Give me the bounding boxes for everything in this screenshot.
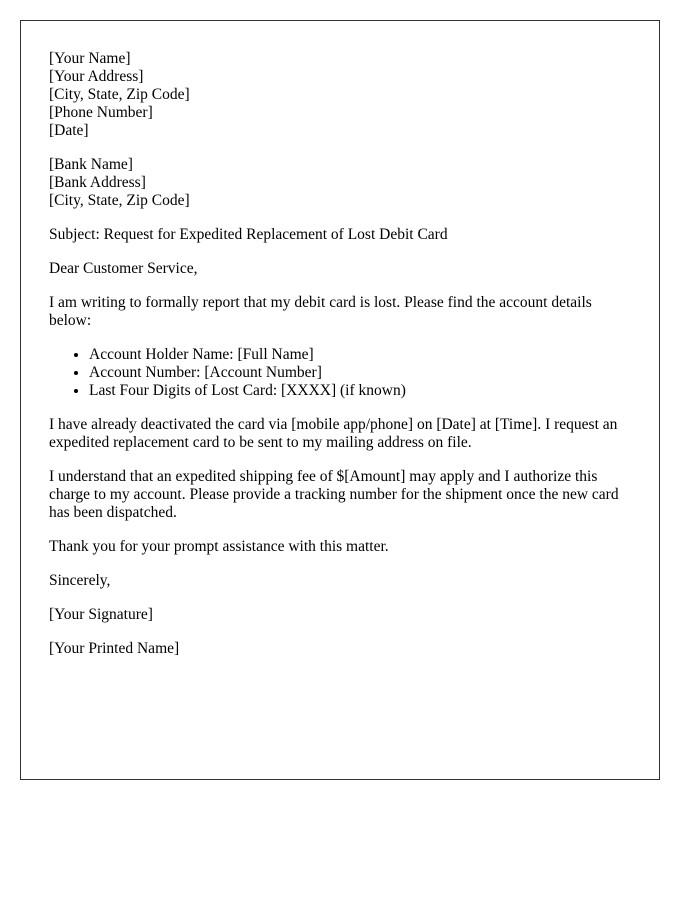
printed-name: [Your Printed Name] bbox=[49, 640, 180, 657]
deactivation-paragraph: I have already deactivated the card via [mobile app/phone] on [Date] at [Time]. I request an expedited replacement card to be sent to my mailing address on file. bbox=[49, 416, 618, 451]
salutation: Dear Customer Service, bbox=[49, 260, 198, 277]
list-item: • Account Number: [Account Number] bbox=[89, 364, 631, 382]
sender-date: [Date] bbox=[49, 122, 89, 139]
sender-block bbox=[49, 50, 631, 140]
signature: [Your Signature] bbox=[49, 606, 153, 623]
sender-city-state-zip: [City, State, Zip Code] bbox=[49, 86, 190, 103]
letter-page bbox=[20, 20, 660, 780]
recipient-city-state-zip: [City, State, Zip Code] bbox=[49, 192, 190, 209]
sender-address: [Your Address] bbox=[49, 68, 144, 85]
list-item: • Account Holder Name: [Full Name] bbox=[89, 346, 631, 364]
fee-paragraph: I understand that an expedited shipping fee of $[Amount] may apply and I authorize this charge to my account. Please provide a tracking number for the shipment once the new card has been dispatched. bbox=[49, 468, 619, 521]
recipient-bank-name: [Bank Name] bbox=[49, 156, 133, 173]
valediction: Sincerely, bbox=[49, 572, 111, 589]
list-item: • Last Four Digits of Lost Card: [XXXX] (if known) bbox=[89, 382, 631, 400]
intro-paragraph: I am writing to formally report that my debit card is lost. Please find the account details below: bbox=[49, 294, 592, 329]
account-details-list bbox=[49, 346, 631, 400]
recipient-block bbox=[49, 156, 631, 210]
sender-phone: [Phone Number] bbox=[49, 104, 153, 121]
recipient-bank-address: [Bank Address] bbox=[49, 174, 146, 191]
thanks-paragraph: Thank you for your prompt assistance with this matter. bbox=[49, 538, 389, 555]
subject-line: Subject: Request for Expedited Replacement of Lost Debit Card bbox=[49, 226, 448, 243]
sender-name: [Your Name] bbox=[49, 50, 131, 67]
